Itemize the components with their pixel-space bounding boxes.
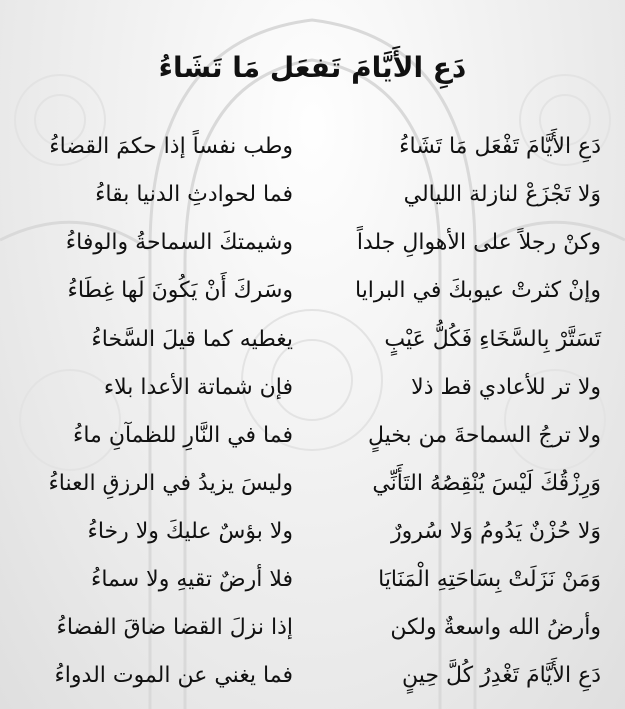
verse-second-hemistich: فما لحوادثِ الدنيا بقاءُ — [95, 182, 293, 207]
verse-first-hemistich: وَلا حُزْنٌ يَدُومُ وَلا سُرورٌ — [391, 519, 601, 544]
verse-first-hemistich: دَعِ الأَيَّامَ تَغْدِرُ كُلَّ حِينٍ — [401, 663, 601, 688]
verse-second-hemistich: فما في النَّارِ للظمآنِ ماءُ — [73, 423, 293, 448]
verse-first-hemistich: ولا تر للأعادي قط ذلا — [411, 375, 601, 400]
verse-row — [0, 417, 625, 455]
verse-row — [0, 465, 625, 503]
verse-second-hemistich: وطب نفساً إذا حكمَ القضاءُ — [49, 134, 293, 159]
verse-row — [0, 321, 625, 359]
verse-second-hemistich: فإن شماتة الأعدا بلاء — [103, 375, 293, 400]
verse-row — [0, 609, 625, 647]
verse-row — [0, 369, 625, 407]
verse-row — [0, 657, 625, 695]
verse-first-hemistich: وإنْ كثرتْ عيوبكَ في البرايا — [354, 278, 601, 303]
verse-second-hemistich: إذا نزلَ القضا ضاقَ الفضاءُ — [56, 615, 293, 640]
verse-row — [0, 224, 625, 262]
verse-second-hemistich: وسَركَ أَنْ يَكُونَ لَها غِطَاءُ — [67, 278, 293, 303]
verse-row — [0, 561, 625, 599]
verse-first-hemistich: وَلا تَجْزَعْ لنازلة الليالي — [403, 182, 601, 207]
verse-first-hemistich: وأرضُ الله واسعةٌ ولكن — [390, 615, 601, 640]
verse-second-hemistich: فلا أرضٌ تقيهِ ولا سماءُ — [90, 567, 293, 592]
verse-first-hemistich: وَرِزْقُكَ لَيْسَ يُنْقِصُهُ التَأَنِّي — [372, 471, 601, 496]
verse-first-hemistich: وكنْ رجلاً على الأهوالِ جلداً — [356, 230, 601, 255]
verse-row — [0, 272, 625, 310]
verse-first-hemistich: وَمَنْ نَزَلَتْ بِسَاحَتِهِ الْمَنَايَا — [378, 567, 601, 592]
verse-second-hemistich: يغطيه كما قيلَ السَّخاءُ — [91, 327, 293, 352]
verse-row — [0, 176, 625, 214]
verse-first-hemistich: ولا ترجُ السماحةَ من بخيلٍ — [367, 423, 601, 448]
poem-title: دَعِ الأَيَّامَ تَفعَل مَا تَشَاءُ — [158, 51, 467, 84]
verse-second-hemistich: فما يغني عن الموت الدواءُ — [54, 663, 293, 688]
verse-row — [0, 513, 625, 551]
verse-second-hemistich: وليسَ يزيدُ في الرزقِ العناءُ — [48, 471, 293, 496]
verse-first-hemistich: تَسَتَّرْ بِالسَّخَاءِ فَكُلُّ عَيْبٍ — [384, 327, 601, 352]
verse-second-hemistich: وشيمتكَ السماحةُ والوفاءُ — [65, 230, 293, 255]
verse-row — [0, 128, 625, 166]
verse-first-hemistich: دَعِ الأَيَّامَ تَفْعَل مَا تَشَاءُ — [399, 134, 601, 159]
verse-second-hemistich: ولا بؤسٌ عليكَ ولا رخاءُ — [87, 519, 293, 544]
